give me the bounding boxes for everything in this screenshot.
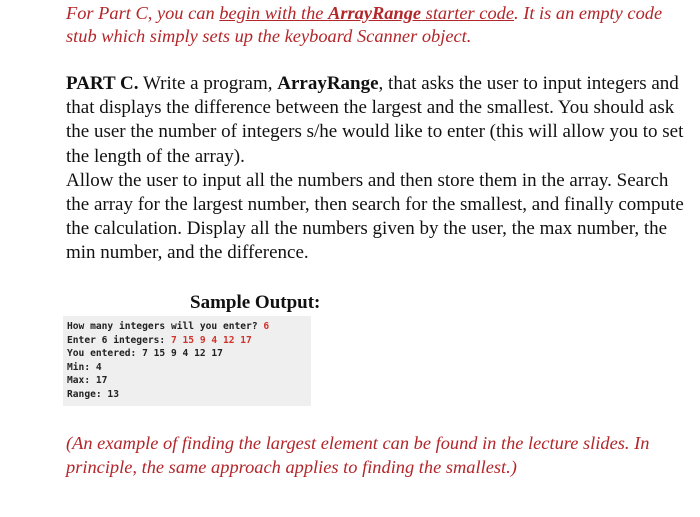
console-prompt-integers: Enter 6 integers: (67, 334, 171, 346)
part-c-instructions (66, 72, 690, 266)
starter-code-link[interactable]: begin with the ArrayRange starter code (219, 3, 515, 23)
console-range-line: Range: 13 (67, 388, 119, 400)
sample-output-console (63, 316, 311, 406)
intro-text-end: . It is an empty code stub which simply sets up the keyboard Scanner object. (66, 3, 663, 47)
intro-note (66, 2, 686, 49)
console-max-line: Max: 17 (67, 375, 108, 387)
console-min-line: Min: 4 (67, 361, 102, 373)
footnote: (An example of finding the largest element can be found in the lecture slides. In principle, the same approach applies to finding the smallest.) (66, 433, 650, 477)
program-name: ArrayRange (277, 73, 379, 94)
part-c-text-3: Allow the user to input all the numbers and then store them in the array. Search the array for the largest number, then search for the smallest, and finally compute the calculation. Display all the numbers given by the user, the max number, the min number, and the difference. (66, 169, 684, 264)
sample-output-heading: Sample Output: (190, 292, 321, 313)
starter-code-link-name: ArrayRange (328, 3, 422, 23)
part-c-label: PART C. (66, 73, 139, 94)
part-c-text-2: , that asks the user to input integers and that displays the difference between the largest and the smallest. You should ask the user the number of integers s/he would like to enter (this will allow you to set the length of the array). (66, 73, 684, 167)
console-entered-line: You entered: 7 15 9 4 12 17 (67, 348, 223, 360)
part-c-text-1: Write a program, (138, 73, 278, 94)
intro-text-start: For Part C, you can (66, 3, 220, 23)
console-input-count: 6 (263, 321, 270, 332)
console-input-integers: 7 15 9 4 12 17 (170, 334, 252, 346)
console-prompt-count: How many integers will you enter? (67, 321, 264, 332)
